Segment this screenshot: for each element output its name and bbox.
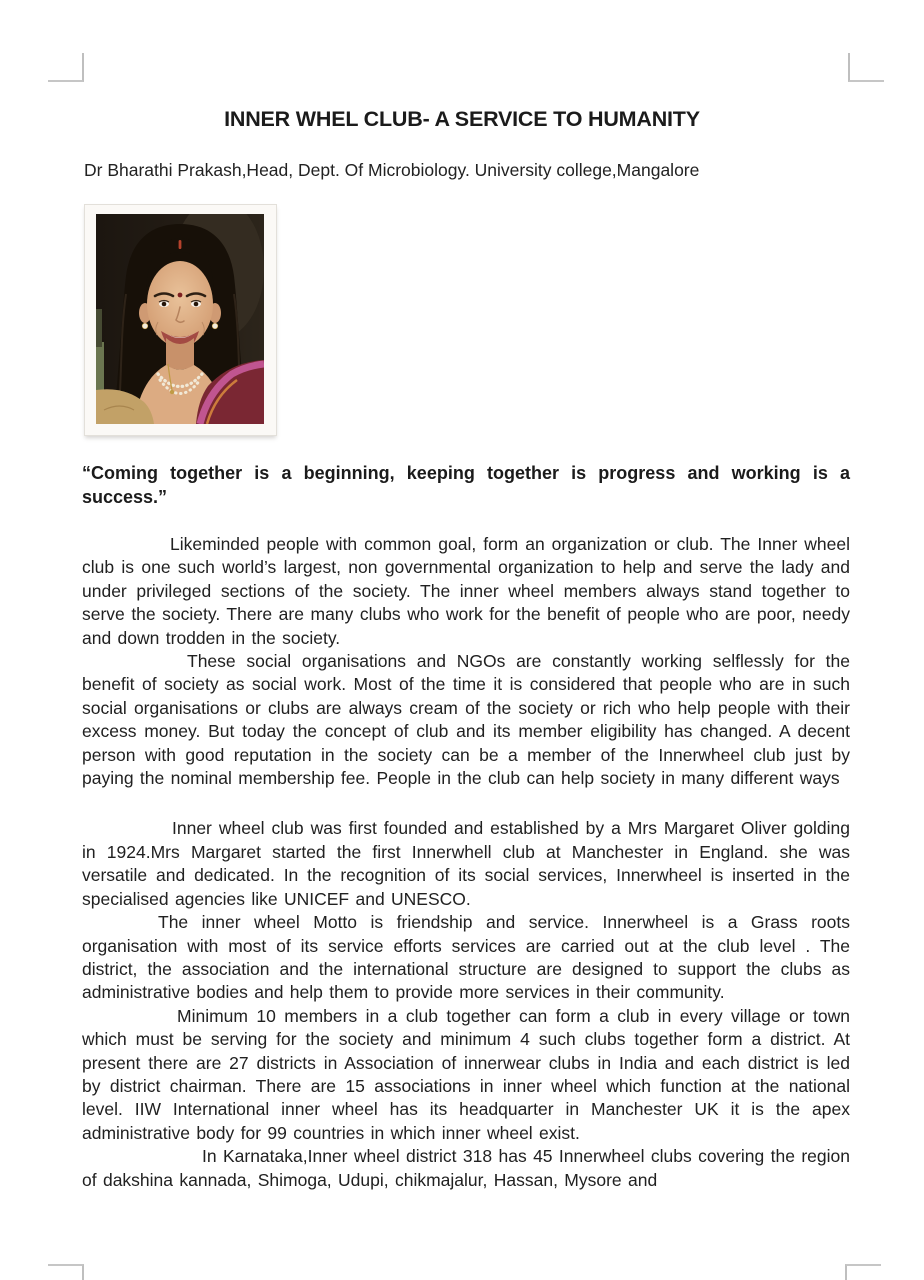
body-paragraph: Likeminded people with common goal, form an organization or club. The Inner wheel club is one such world’s largest, non governmental organization to help and serve the lady and under privileged sections of the society. The inner wheel members always stand together to serve the society. There are many clubs who work for the benefit of people who are poor, needy and down trodden in the society. (82, 534, 850, 648)
author-byline: Dr Bharathi Prakash,Head, Dept. Of Microbiology. University college,Mangalore (84, 160, 700, 180)
body-paragraph: Inner wheel club was first founded and established by a Mrs Margaret Oliver golding in 1924.Mrs Margaret started the first Innerwhell club at Manchester in England. she was versatile and dedicated. In the recognition of its social services, Innerwheel is inserted in the specialised agencies like UNICEF and UNESCO. (82, 818, 850, 909)
body-paragraph: The inner wheel Motto is friendship and service. Innerwheel is a Grass roots organisation with most of its service efforts services are carried out at the club level . The district, the association and the international structure are designed to support the clubs as administrative bodies and help them to provide more services in their community. (82, 912, 850, 1003)
crop-mark-bottom-left-icon (48, 1264, 84, 1280)
quote-text: “Coming together is a beginning, keeping together is progress and working is a success.” (82, 463, 850, 507)
body-paragraph: Minimum 10 members in a club together can form a club in every village or town which must be serving for the society and minimum 4 such clubs together form a district. At present there are 27 districts in Association of innerwear clubs in India and each district is led by district chairman. There are 15 associations in inner wheel which function at the national level. IIW International inner wheel has its headquarter in Manchester UK it is the apex administrative body for 99 countries in which inner wheel exist. (82, 1005, 850, 1143)
body-text (82, 533, 850, 1192)
crop-mark-top-right-icon (848, 53, 884, 82)
crop-mark-top-left-icon (48, 53, 84, 82)
crop-mark-bottom-right-icon (845, 1264, 881, 1280)
document-title: INNER WHEL CLUB- A SERVICE TO HUMANITY (224, 107, 700, 131)
author-photo (85, 205, 276, 435)
body-paragraph: These social organisations and NGOs are constantly working selflessly for the benefit of society as social work. Most of the time it is considered that people who are in such social organisations or clubs are always cream of the society or rich who help people with their excess money. But today the concept of club and its member eligibility has changed. A decent person with good reputation in the society can be a member of the Innerwheel club just by paying the nominal membership fee. People in the club can help society in many different ways (82, 651, 850, 789)
portrait-photo-icon (96, 214, 264, 424)
body-paragraph: In Karnataka,Inner wheel district 318 has 45 Innerwheel clubs covering the region of dakshina kannada, Shimoga, Udupi, chikmajalur, Hassan, Mysore and (82, 1146, 850, 1190)
